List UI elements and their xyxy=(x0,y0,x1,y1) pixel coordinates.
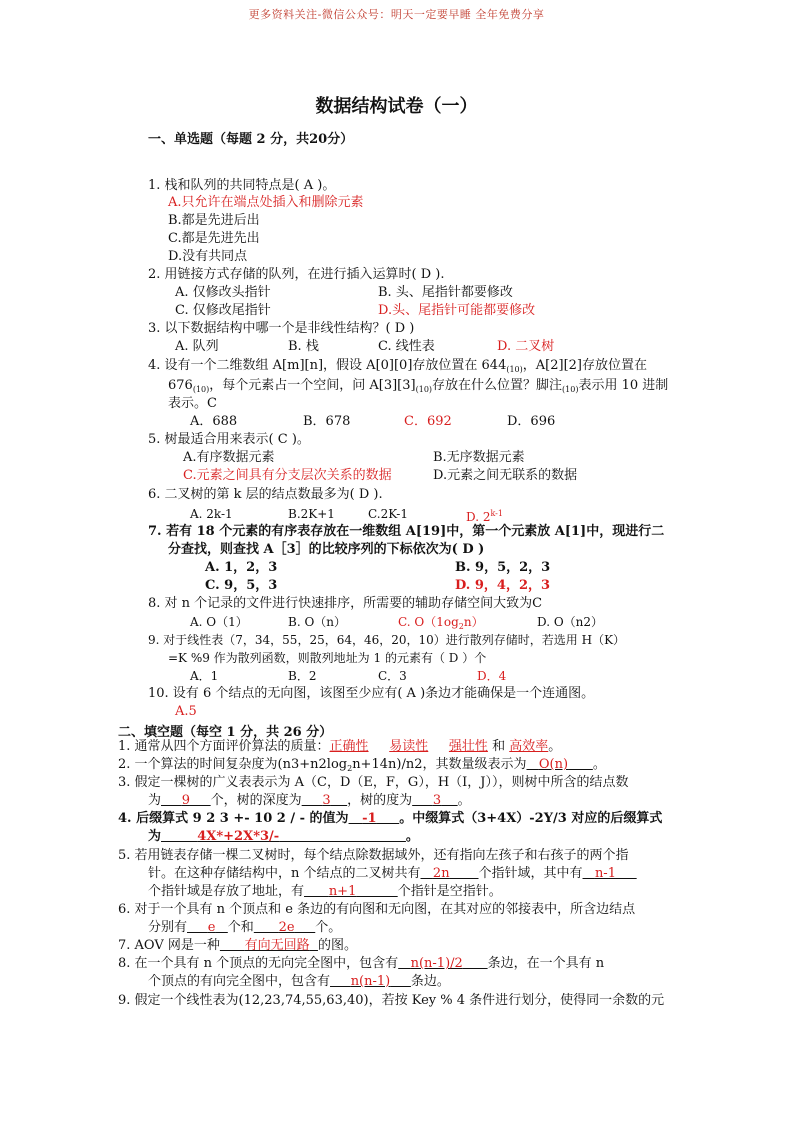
q1-option-d: D.没有共同点 xyxy=(168,249,248,264)
fill6-line2: 分别有 e 个和 2e 个。 xyxy=(148,920,342,935)
q8-option-a: A. O（1） xyxy=(190,615,248,629)
fill5-line1: 5. 若用链表存储一棵二叉树时，每个结点除数据域外，还有指向左孩子和右孩子的两个指 xyxy=(118,848,629,863)
section1-heading: 一、单选题（每题 2 分，共20分） xyxy=(148,132,354,147)
fill8-line2: 个顶点的有向完全图中，包含有 n(n-1) 条边。 xyxy=(148,974,450,989)
fill5-line3: 个指针域是存放了地址，有 n+1 个指针是空指针。 xyxy=(148,884,502,899)
top-banner: 更多资料关注-微信公众号：明天一定要早睡 全年免费分享 xyxy=(248,8,545,21)
q7-option-b: B. 9，5，2，3 xyxy=(455,560,551,575)
q9-stem-line2: =K %9 作为散列函数，则散列地址为 1 的元素有（ D ）个 xyxy=(168,651,487,665)
fill9-line1: 9. 假定一个线性表为(12,23,74,55,63,40)，若按 Key % 4 条件进行划分，使得同一余数的元 xyxy=(118,993,665,1008)
q4-line3: 表示。C xyxy=(168,396,217,411)
q3-option-d: D. 二叉树 xyxy=(497,339,555,354)
q3-option-a: A. 队列 xyxy=(175,339,219,354)
q2-option-a: A. 仅修改头指针 xyxy=(175,285,271,300)
q9-option-c: C．3 xyxy=(378,669,407,683)
q5-stem: 5. 树最适合用来表示( C )。 xyxy=(148,432,310,447)
q4-option-a: A．688 xyxy=(190,414,238,429)
q5-option-d: D.元素之间无联系的数据 xyxy=(433,468,578,483)
q7-option-a: A. 1，2，3 xyxy=(205,560,278,575)
q7-option-d: D. 9，4，2，3 xyxy=(455,578,551,593)
q9-stem-line1: 9. 对于线性表（7，34，55，25，64，46，20，10）进行散列存储时，若选用 H（K） xyxy=(148,633,626,647)
q1-option-b: B.都是先进后出 xyxy=(168,213,260,228)
q4-option-d: D．696 xyxy=(507,414,556,429)
q4-line1: 4. 设有一个二维数组 A[m][n]，假设 A[0][0]存放位置在 $644_{(10)}$，A[2][2]存放位置在 xyxy=(148,358,647,374)
section2-heading: 二、填空题（每空 1 分，共 26 分） xyxy=(118,725,333,740)
fill8-line1: 8. 在一个具有 n 个顶点的无向完全图中，包含有 n(n-1)/2 条边，在一个具有 n xyxy=(118,956,605,971)
q9-option-b: B．2 xyxy=(288,669,317,683)
fill3-line2: 为 9 个，树的深度为 3 ，树的度为 3 。 xyxy=(148,793,471,808)
fill5-line2: 针。在这种存储结构中，n 个结点的二叉树共有 2n 个指针域，其中有 n-1 xyxy=(148,866,616,881)
fill6-line1: 6. 对于一个具有 n 个顶点和 e 条边的有向图和无向图，在其对应的邻接表中，所含边结点 xyxy=(118,902,636,917)
q1-option-c: C.都是先进先出 xyxy=(168,231,260,246)
q2-option-c: C. 仅修改尾指针 xyxy=(175,303,271,318)
q7-stem-line1: 7. 若有 18 个元素的有序表存放在一维数组 A[19]中，第一个元素放 A[1]中，现进行二 xyxy=(148,524,665,539)
q6-option-a: A. 2k-1 xyxy=(190,507,233,521)
fill7: 7. AOV 网是一种 有向无回路 的图。 xyxy=(118,938,357,953)
q4-option-b: B．678 xyxy=(303,414,351,429)
q1-stem: 1. 栈和队列的共同特点是( A )。 xyxy=(148,178,336,193)
fill2: 2. 一个算法的时间复杂度为$(n3+n2\log_2n+14n)/n2$，其数量级表示为 O(n) 。 xyxy=(118,757,606,773)
q10-answer: A.5 xyxy=(175,704,197,719)
q2-stem: 2. 用链接方式存储的队列，在进行插入运算时( D ). xyxy=(148,267,445,282)
q3-option-b: B. 栈 xyxy=(288,339,319,354)
fill4-line1: 4. 后缀算式 9 2 3 +- 10 2 / - 的值为 -1 。中缀算式（3+4X）-2Y/3 对应的后缀算式 xyxy=(118,811,663,826)
q2-option-b: B. 头、尾指针都要修改 xyxy=(378,285,513,300)
q6-option-b: B.2K+1 xyxy=(288,507,335,521)
q3-stem: 3. 以下数据结构中哪一个是非线性结构？( D ) xyxy=(148,321,415,336)
q2-option-d: D.头、尾指针可能都要修改 xyxy=(378,303,536,318)
q9-option-a: A．1 xyxy=(190,669,219,683)
q4-line2: $676_{(10)}$，每个元素占一个空间，问 $A[3][3]_{(10)}$存放在什么位置？脚注$_{(10)}$表示用 10 进制 xyxy=(168,378,669,394)
q8-option-d: D. O（n2） xyxy=(537,615,604,629)
page-title: 数据结构试卷（一） xyxy=(315,96,478,117)
q7-option-c: C. 9，5，3 xyxy=(205,578,278,593)
q4-option-c: C．692 xyxy=(404,414,452,429)
fill1: 1. 通常从四个方面评价算法的质量：正确性 易读性 强壮性 和 高效率。 xyxy=(118,739,562,754)
q1-option-a: A.只允许在端点处插入和删除元素 xyxy=(168,195,364,210)
q6-option-c: C.2K-1 xyxy=(368,507,408,521)
q6-stem: 6. 二叉树的第 k 层的结点数最多为( D ). xyxy=(148,487,383,502)
fill4-line2: 为 4X*+2X*3/- 。 xyxy=(148,829,419,844)
q7-stem-line2: 分查找，则查找 A［3］的比较序列的下标依次为( D ) xyxy=(168,542,485,557)
q3-option-c: C. 线性表 xyxy=(378,339,435,354)
q5-option-c: C.元素之间具有分支层次关系的数据 xyxy=(183,468,392,483)
fill3-line1: 3. 假定一棵树的广义表表示为 A（C，D（E，F，G），H（I，J）），则树中所含的结点数 xyxy=(118,775,629,790)
q9-option-d: D．4 xyxy=(477,669,507,683)
q5-option-a: A.有序数据元素 xyxy=(183,450,275,465)
q8-stem: 8. 对 n 个记录的文件进行快速排序，所需要的辅助存储空间大致为C xyxy=(148,596,543,611)
q10-stem: 10. 设有 6 个结点的无向图，该图至少应有( A )条边才能确保是一个连通图。 xyxy=(148,686,595,701)
q8-option-c: C. $O(1og_2n)$ xyxy=(398,615,484,631)
q6-option-d: D. 2$^{k-1}$ xyxy=(466,509,503,524)
q5-option-b: B.无序数据元素 xyxy=(433,450,525,465)
q8-option-b: B. O（n） xyxy=(288,615,347,629)
